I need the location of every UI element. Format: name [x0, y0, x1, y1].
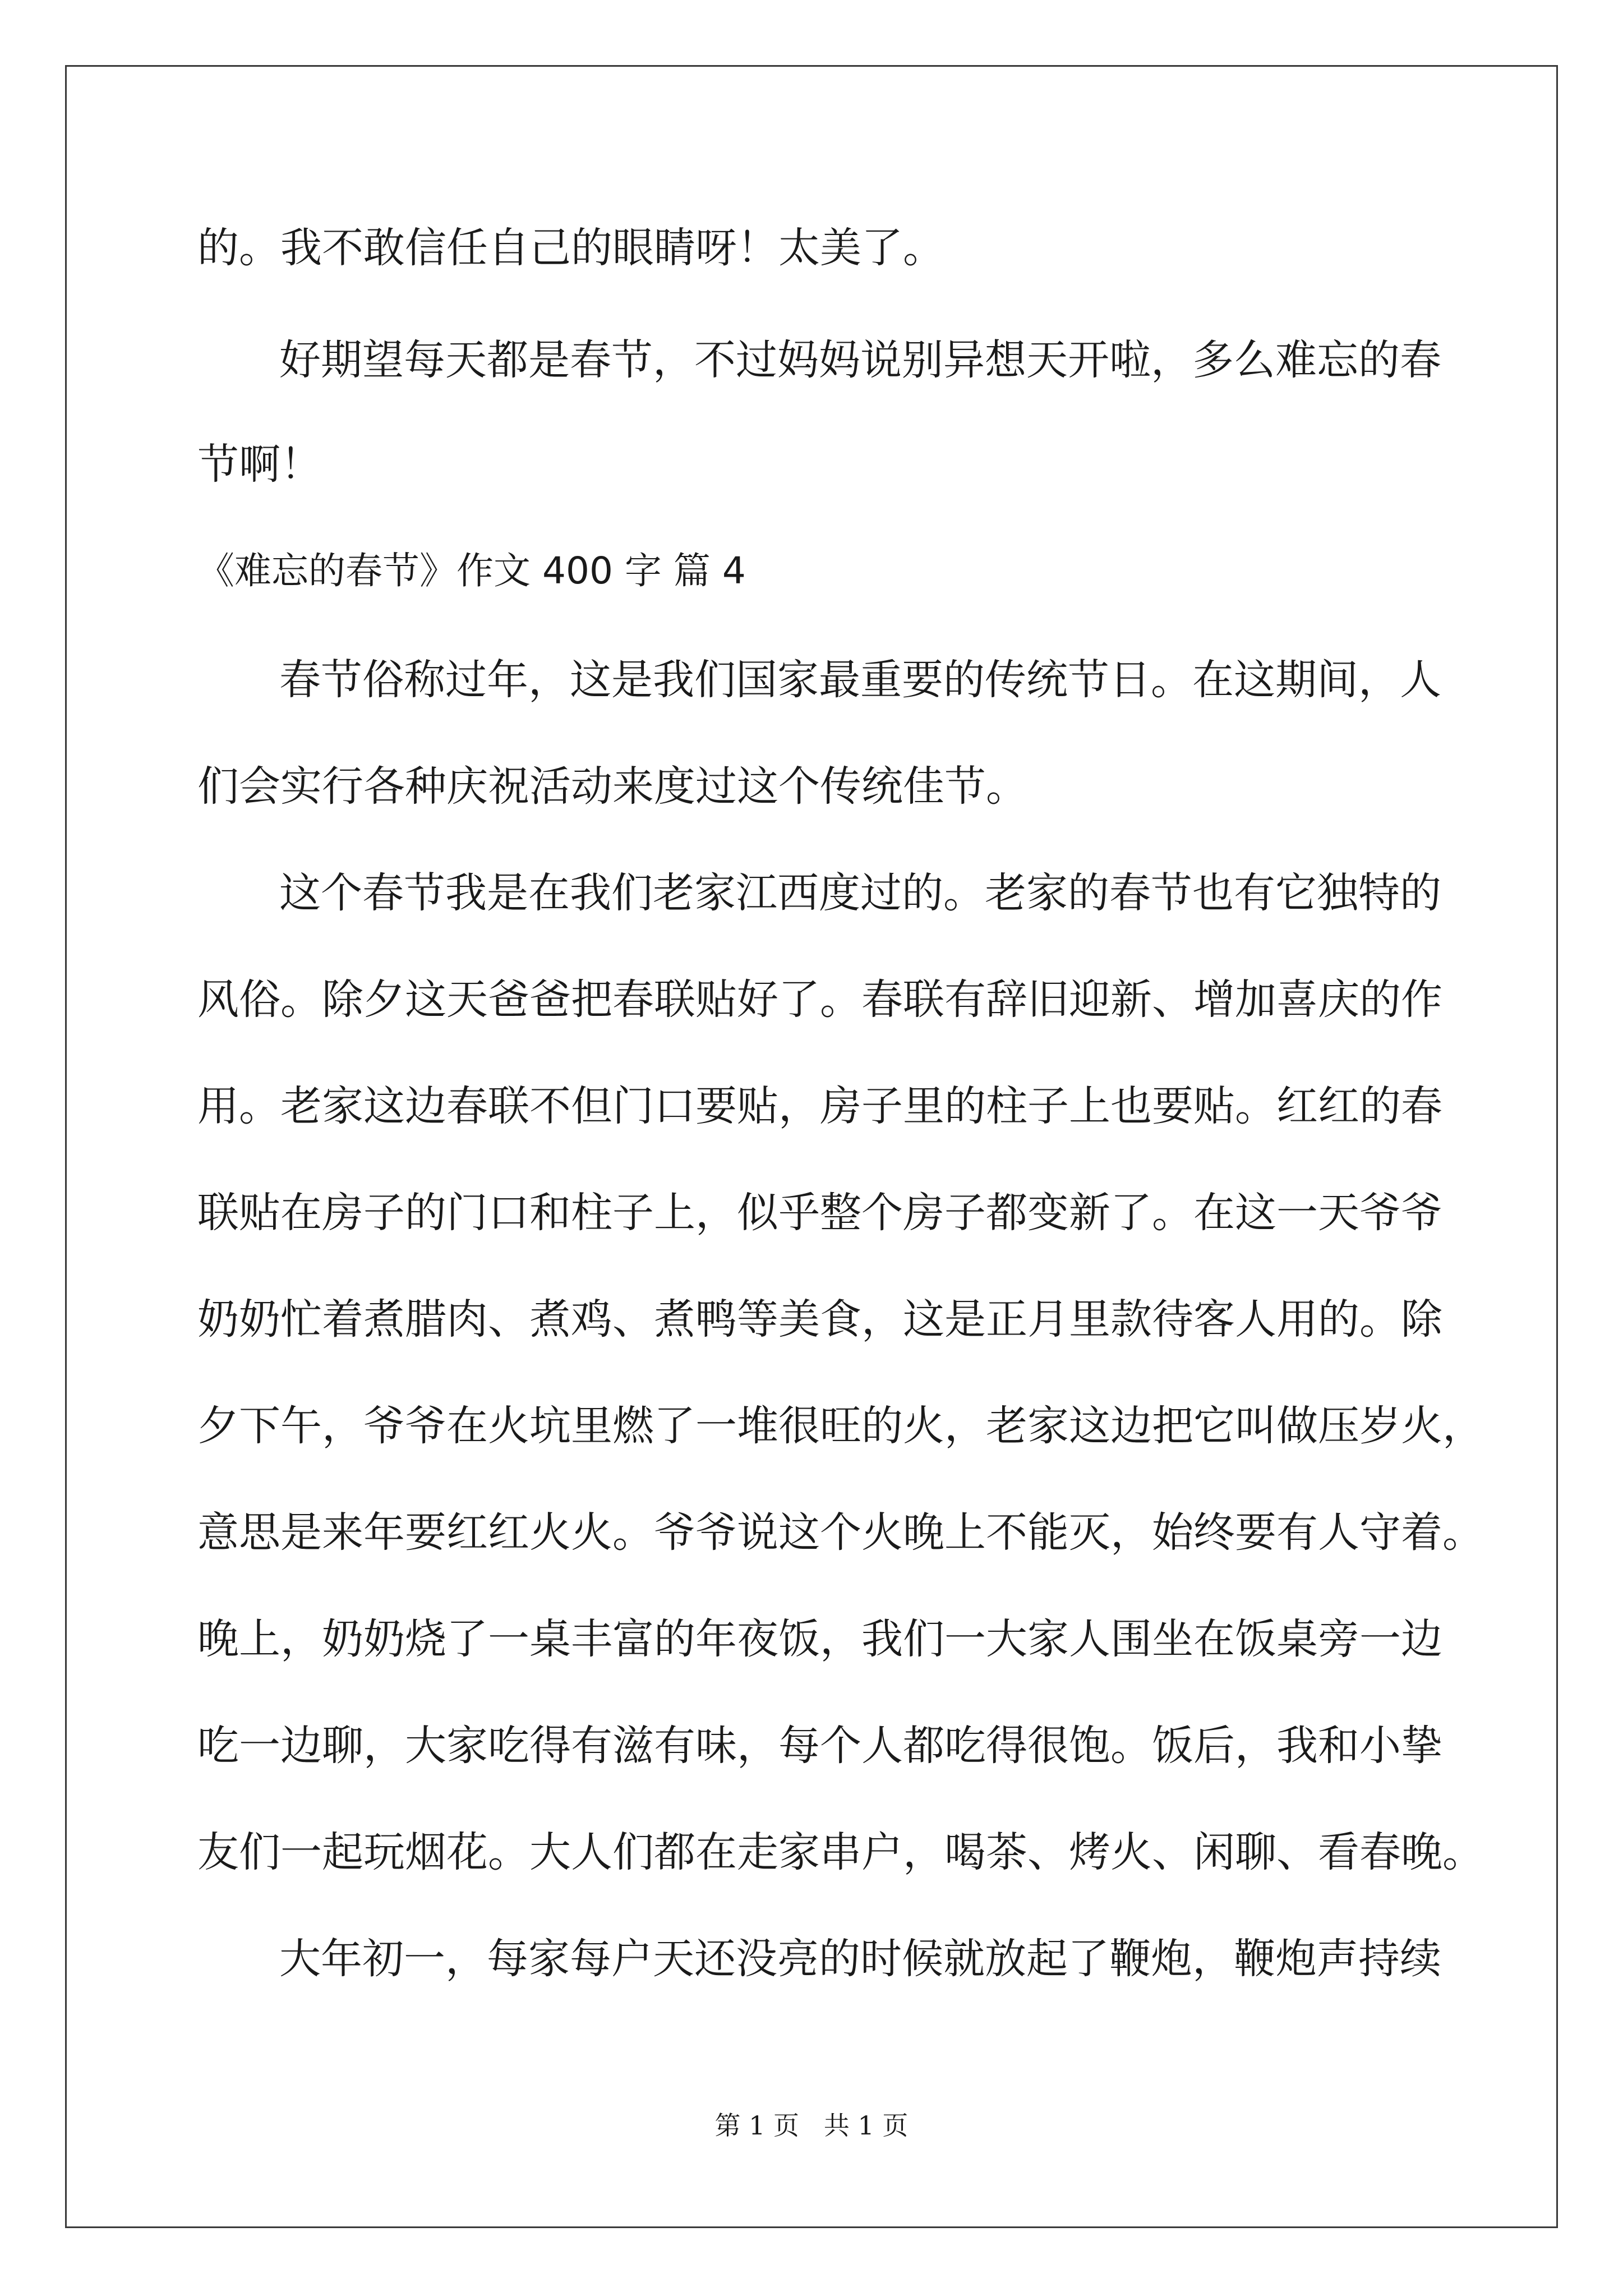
text-line: 吃一边聊，大家吃得有滋有味，每个人都吃得很饱。饭后，我和小挚	[197, 1722, 1442, 1770]
text-line: 联贴在房子的门口和柱子上，似乎整个房子都变新了。在这一天爷爷	[197, 1189, 1442, 1237]
text-line: 风俗。除夕这天爸爸把春联贴好了。春联有辞旧迎新、增加喜庆的作	[197, 976, 1442, 1024]
page-border	[65, 65, 1558, 2228]
paragraph-first-line: 好期望每天都是春节，不过妈妈说别异想天开啦，多么难忘的春	[279, 336, 1441, 384]
paragraph-first-line: 大年初一，每家每户天还没亮的时候就放起了鞭炮，鞭炮声持续	[279, 1935, 1441, 1983]
text-line: 晚上，奶奶烧了一桌丰富的年夜饭，我们一大家人围坐在饭桌旁一边	[197, 1615, 1442, 1663]
text-line: 友们一起玩烟花。大人们都在走家串户，喝茶、烤火、闲聊、看春晚。	[197, 1828, 1484, 1876]
text-line: 们会实行各种庆祝活动来度过这个传统佳节。	[197, 762, 1027, 811]
paragraph-first-line: 这个春节我是在我们老家江西度过的。老家的春节也有它独特的	[279, 869, 1441, 917]
page-number-footer: 第 1 页 共 1 页	[714, 2110, 909, 2141]
section-heading: 《难忘的春节》作文 400 字 篇 4	[197, 549, 746, 592]
text-line: 意思是来年要红红火火。爷爷说这个火晚上不能灭，始终要有人守着。	[197, 1508, 1484, 1557]
text-line: 夕下午，爷爷在火坑里燃了一堆很旺的火，老家这边把它叫做压岁火，	[197, 1402, 1484, 1450]
text-line: 奶奶忙着煮腊肉、煮鸡、煮鸭等美食，这是正月里款待客人用的。除	[197, 1295, 1442, 1343]
paragraph-first-line: 春节俗称过年，这是我们国家最重要的传统节日。在这期间，人	[279, 656, 1441, 704]
text-line: 用。老家这边春联不但门口要贴，房子里的柱子上也要贴。红红的春	[197, 1082, 1442, 1130]
text-line: 节啊！	[197, 440, 322, 489]
text-line-continuation: 的。我不敢信任自己的眼睛呀！太美了。	[197, 224, 944, 272]
